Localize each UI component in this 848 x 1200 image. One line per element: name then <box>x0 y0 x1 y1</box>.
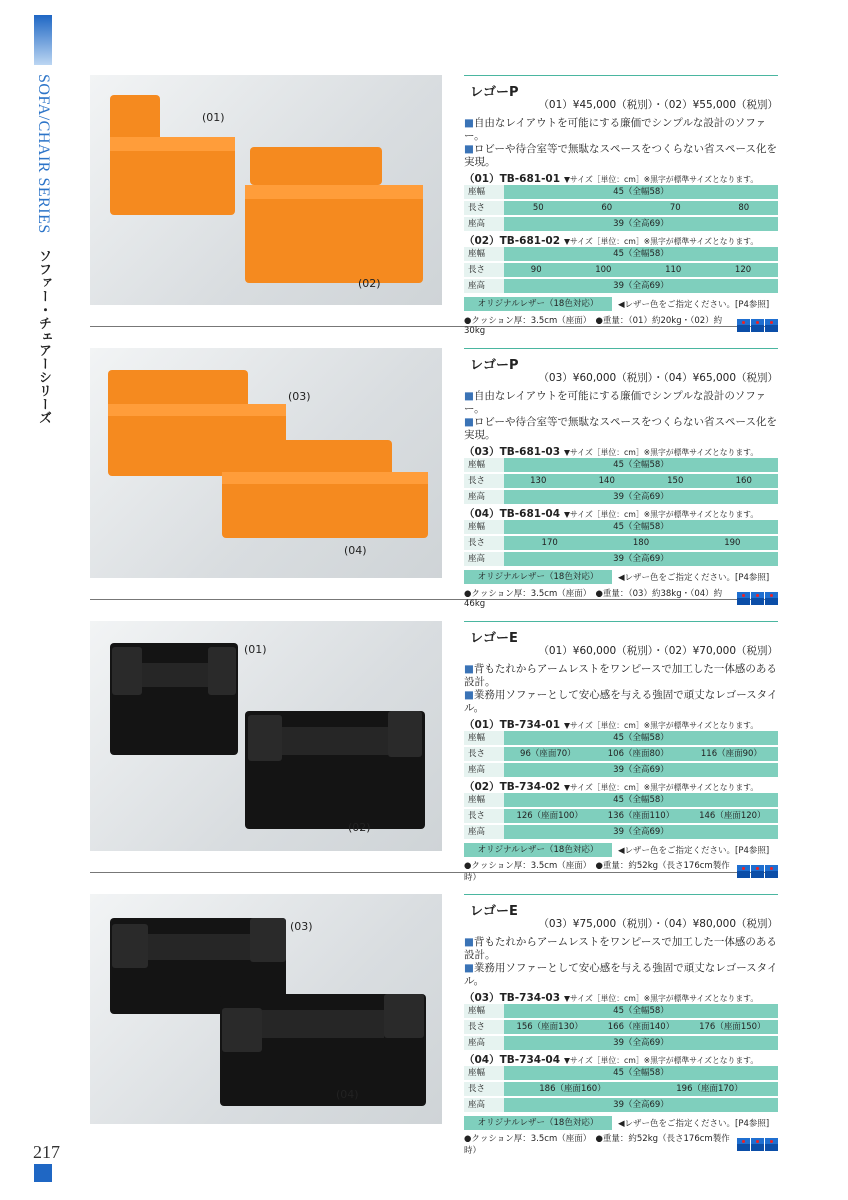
size-value: 126（座面100） <box>516 811 583 821</box>
size-value: 146（座面120） <box>699 811 766 821</box>
page-number: 217 <box>33 1142 60 1162</box>
size-row-header: 座高 <box>464 825 504 839</box>
product-info <box>464 348 778 609</box>
model-code: TB-681-01 <box>499 173 561 185</box>
size-row-values <box>504 1066 778 1080</box>
size-row <box>464 731 778 745</box>
size-row <box>464 247 778 261</box>
size-value: 180 <box>632 538 650 548</box>
model-heading <box>464 171 778 185</box>
rail-color-bar <box>34 15 52 65</box>
size-row-values <box>504 1036 778 1050</box>
delivery-icons <box>737 319 778 332</box>
size-row <box>464 458 778 472</box>
size-row-header: 座高 <box>464 1036 504 1050</box>
photo-label: (02) <box>348 821 371 834</box>
model-heading <box>464 779 778 793</box>
size-row <box>464 520 778 534</box>
size-row-values <box>504 279 778 293</box>
leather-note: ◀レザー色をご指定ください。[P4参照] <box>618 1119 770 1129</box>
model-code: TB-734-02 <box>499 781 561 793</box>
model-heading <box>464 506 778 520</box>
size-row-header: 座幅 <box>464 247 504 261</box>
size-row-header: 長さ <box>464 1020 504 1034</box>
product-name: レゴーP <box>470 358 519 373</box>
size-row-values <box>504 793 778 807</box>
size-row-values <box>504 763 778 777</box>
size-row-values <box>504 474 778 488</box>
size-row-values <box>504 1082 778 1096</box>
title-rule <box>464 75 778 77</box>
size-row <box>464 279 778 293</box>
size-value: 116（座面90） <box>700 749 762 759</box>
photo-label: (03) <box>290 920 313 933</box>
model-label: （01） <box>464 719 500 731</box>
size-value: 50 <box>532 203 544 213</box>
size-row <box>464 490 778 504</box>
size-value: 45（全幅58） <box>613 460 669 470</box>
product-price: （01）¥45,000（税別）・（02）¥55,000（税別） <box>538 99 778 111</box>
size-row <box>464 1082 778 1096</box>
size-value: 106（座面80） <box>607 749 669 759</box>
leather-badge: オリジナルレザー（18色対応） <box>464 297 612 311</box>
size-row-values <box>504 201 778 215</box>
product-price: （01）¥60,000（税別）・（02）¥70,000（税別） <box>538 645 778 657</box>
photo-label: (02) <box>358 277 381 290</box>
spec-row <box>464 861 778 883</box>
size-note: ▼サイズ［単位：cm］※黒字が標準サイズとなります。 <box>564 510 759 519</box>
size-value: 45（全幅58） <box>613 1006 669 1016</box>
cube-icon <box>765 1138 778 1151</box>
title-rule <box>464 348 778 350</box>
size-value: 190 <box>724 538 741 548</box>
size-value: 70 <box>669 203 681 213</box>
size-row-values <box>504 1098 778 1112</box>
size-value: 39（全高69） <box>613 765 669 775</box>
size-value: 100 <box>595 265 612 275</box>
series-rail <box>33 74 53 574</box>
photo-label: (03) <box>288 390 311 403</box>
size-row-header: 座高 <box>464 1098 504 1112</box>
product-name: レゴーE <box>470 631 518 646</box>
series-title-en: SOFA/CHAIR SERIES <box>35 74 52 234</box>
size-value: 186（座面160） <box>539 1084 606 1094</box>
leather-note: ◀レザー色をご指定ください。[P4参照] <box>618 573 770 583</box>
title-rule <box>464 894 778 896</box>
size-value: 160 <box>735 476 752 486</box>
spec-text: ●クッション厚：3.5cm（座面） ●重量：約52kg（長さ176cm製作時） <box>464 861 730 883</box>
size-note: ▼サイズ［単位：cm］※黒字が標準サイズとなります。 <box>564 175 759 184</box>
product-description <box>464 390 778 442</box>
size-row-header: 座幅 <box>464 520 504 534</box>
size-value: 45（全幅58） <box>613 187 669 197</box>
size-note: ▼サイズ［単位：cm］※黒字が標準サイズとなります。 <box>564 448 759 457</box>
model-code: TB-734-04 <box>499 1054 561 1066</box>
size-row-header: 長さ <box>464 747 504 761</box>
description-line: ■ 自由なレイアウトを可能にする廉価でシンプルな設計のソファー。 <box>464 390 778 416</box>
size-value: 45（全幅58） <box>613 1068 669 1078</box>
model-code: TB-681-04 <box>499 508 561 520</box>
model-label: （04） <box>464 1054 500 1066</box>
leather-badge: オリジナルレザー（18色対応） <box>464 843 612 857</box>
size-row <box>464 552 778 566</box>
size-row <box>464 747 778 761</box>
description-line: ■ ロビーや待合室等で無駄なスペースをつくらない省スペース化を実現。 <box>464 143 778 169</box>
size-row-header: 座幅 <box>464 1066 504 1080</box>
spec-row <box>464 1134 778 1156</box>
size-value: 136（座面110） <box>607 811 675 821</box>
product-photo <box>90 621 442 851</box>
cube-icon <box>751 1138 764 1151</box>
size-row-header: 座高 <box>464 552 504 566</box>
size-row-header: 座高 <box>464 217 504 231</box>
description-line: ■ ロビーや待合室等で無駄なスペースをつくらない省スペース化を実現。 <box>464 416 778 442</box>
size-row-values <box>504 731 778 745</box>
size-row-header: 座幅 <box>464 1004 504 1018</box>
size-value: 39（全高69） <box>613 492 669 502</box>
delivery-icons <box>737 1138 778 1151</box>
title-rule <box>464 621 778 623</box>
model-label: （02） <box>464 781 500 793</box>
size-note: ▼サイズ［単位：cm］※黒字が標準サイズとなります。 <box>564 994 759 1003</box>
leather-row <box>464 570 778 584</box>
product-info <box>464 75 778 336</box>
size-row <box>464 1098 778 1112</box>
series-title-jp: ソファー・チェアーシリーズ <box>36 248 51 425</box>
size-row-header: 長さ <box>464 263 504 277</box>
size-row-header: 座幅 <box>464 793 504 807</box>
cube-icon <box>765 865 778 878</box>
product-description <box>464 663 778 715</box>
size-row <box>464 217 778 231</box>
leather-row <box>464 1116 778 1130</box>
size-value: 110 <box>665 265 682 275</box>
spec-text: ●クッション厚：3.5cm（座面） ●重量：約52kg（長さ176cm製作時） <box>464 1134 730 1156</box>
size-row-values <box>504 825 778 839</box>
model-code: TB-681-03 <box>499 446 561 458</box>
size-row <box>464 763 778 777</box>
model-heading <box>464 717 778 731</box>
sofa-image <box>110 918 426 1106</box>
photo-label: (01) <box>202 111 225 124</box>
size-value: 45（全幅58） <box>613 249 669 259</box>
size-row-header: 座幅 <box>464 458 504 472</box>
size-value: 196（座面170） <box>676 1084 743 1094</box>
description-line: ■ 自由なレイアウトを可能にする廉価でシンプルな設計のソファー。 <box>464 117 778 143</box>
size-row-header: 長さ <box>464 536 504 550</box>
sofa-image <box>110 643 425 829</box>
description-line: ■ 業務用ソファーとして安心感を与える強固で頑丈なレゴースタイル。 <box>464 689 778 715</box>
spec-row <box>464 316 778 336</box>
leather-note: ◀レザー色をご指定ください。[P4参照] <box>618 300 770 310</box>
product-name: レゴーE <box>470 904 518 919</box>
size-row-values <box>504 809 778 823</box>
size-note: ▼サイズ［単位：cm］※黒字が標準サイズとなります。 <box>564 237 759 246</box>
size-row-header: 座高 <box>464 763 504 777</box>
leather-row <box>464 843 778 857</box>
size-row <box>464 536 778 550</box>
size-value: 170 <box>541 538 558 548</box>
size-value: 39（全高69） <box>613 554 669 564</box>
model-code: TB-681-02 <box>499 235 561 247</box>
model-heading <box>464 444 778 458</box>
model-label: （01） <box>464 173 500 185</box>
size-value: 39（全高69） <box>613 1038 669 1048</box>
product-name: レゴーP <box>470 85 519 100</box>
size-value: 90 <box>530 265 542 275</box>
size-note: ▼サイズ［単位：cm］※黒字が標準サイズとなります。 <box>564 1056 759 1065</box>
product-price: （03）¥60,000（税別）・（04）¥65,000（税別） <box>538 372 778 384</box>
size-row-values <box>504 747 778 761</box>
delivery-icons <box>737 592 778 605</box>
size-value: 60 <box>601 203 613 213</box>
size-row-values <box>504 185 778 199</box>
delivery-icons <box>737 865 778 878</box>
leather-badge: オリジナルレザー（18色対応） <box>464 1116 612 1130</box>
model-label: （04） <box>464 508 500 520</box>
size-note: ▼サイズ［単位：cm］※黒字が標準サイズとなります。 <box>564 783 759 792</box>
cube-icon <box>751 865 764 878</box>
size-row-values <box>504 247 778 261</box>
size-value: 39（全高69） <box>613 1100 669 1110</box>
description-line: ■ 業務用ソファーとして安心感を与える強固で頑丈なレゴースタイル。 <box>464 962 778 988</box>
model-heading <box>464 233 778 247</box>
model-heading <box>464 1052 778 1066</box>
model-code: TB-734-01 <box>499 719 561 731</box>
product-photo <box>90 348 442 578</box>
size-value: 80 <box>738 203 750 213</box>
spec-text: ●クッション厚：3.5cm（座面） ●重量：（01）約20kg・（02）約30kg <box>464 316 723 336</box>
leather-badge: オリジナルレザー（18色対応） <box>464 570 612 584</box>
cube-icon <box>737 319 750 332</box>
size-row-values <box>504 520 778 534</box>
cube-icon <box>751 319 764 332</box>
product-description <box>464 936 778 988</box>
size-row-header: 座高 <box>464 490 504 504</box>
description-line: ■ 背もたれからアームレストをワンピースで加工した一体感のある設計。 <box>464 663 778 689</box>
size-row-header: 長さ <box>464 809 504 823</box>
size-row-values <box>504 263 778 277</box>
size-value: 130 <box>530 476 547 486</box>
size-value: 39（全高69） <box>613 281 669 291</box>
cube-icon <box>751 592 764 605</box>
size-row <box>464 1020 778 1034</box>
cube-icon <box>737 865 750 878</box>
leather-note: ◀レザー色をご指定ください。[P4参照] <box>618 846 770 856</box>
model-label: （03） <box>464 992 500 1004</box>
size-row-values <box>504 1020 778 1034</box>
size-row-values <box>504 217 778 231</box>
product-description <box>464 117 778 169</box>
size-value: 120 <box>734 265 752 275</box>
rail-color-square <box>34 1164 52 1182</box>
cube-icon <box>737 592 750 605</box>
size-row-header: 座幅 <box>464 731 504 745</box>
size-row-header: 長さ <box>464 474 504 488</box>
model-label: （03） <box>464 446 500 458</box>
cube-icon <box>737 1138 750 1151</box>
model-code: TB-734-03 <box>499 992 561 1004</box>
spec-text: ●クッション厚：3.5cm（座面） ●重量：（03）約38kg・（04）約46kg <box>464 589 723 609</box>
size-value: 96（座面70） <box>520 749 576 759</box>
size-row <box>464 1004 778 1018</box>
size-row-values <box>504 1004 778 1018</box>
size-note: ▼サイズ［単位：cm］※黒字が標準サイズとなります。 <box>564 721 759 730</box>
size-row <box>464 825 778 839</box>
size-value: 166（座面140） <box>607 1022 675 1032</box>
size-row <box>464 1036 778 1050</box>
size-row-header: 座幅 <box>464 185 504 199</box>
size-row <box>464 201 778 215</box>
photo-label: (04) <box>344 544 367 557</box>
size-value: 140 <box>598 476 615 486</box>
size-row-values <box>504 458 778 472</box>
cube-icon <box>765 592 778 605</box>
size-row-header: 長さ <box>464 201 504 215</box>
leather-row <box>464 297 778 311</box>
size-row <box>464 1066 778 1080</box>
size-row-values <box>504 536 778 550</box>
size-row <box>464 809 778 823</box>
product-photo <box>90 894 442 1124</box>
photo-label: (01) <box>244 643 267 656</box>
sofa-image <box>108 370 428 538</box>
size-row <box>464 263 778 277</box>
size-row <box>464 474 778 488</box>
product-info <box>464 621 778 883</box>
size-value: 45（全幅58） <box>613 522 669 532</box>
size-value: 156（座面130） <box>516 1022 583 1032</box>
cube-icon <box>765 319 778 332</box>
size-row-values <box>504 552 778 566</box>
size-row-values <box>504 490 778 504</box>
size-row-header: 長さ <box>464 1082 504 1096</box>
description-line: ■ 背もたれからアームレストをワンピースで加工した一体感のある設計。 <box>464 936 778 962</box>
size-row <box>464 793 778 807</box>
size-value: 150 <box>667 476 684 486</box>
size-value: 39（全高69） <box>613 827 669 837</box>
product-price: （03）¥75,000（税別）・（04）¥80,000（税別） <box>538 918 778 930</box>
model-heading <box>464 990 778 1004</box>
model-label: （02） <box>464 235 500 247</box>
photo-label: (04) <box>336 1088 359 1101</box>
spec-row <box>464 589 778 609</box>
size-row <box>464 185 778 199</box>
size-value: 176（座面150） <box>699 1022 766 1032</box>
size-value: 39（全高69） <box>613 219 669 229</box>
product-info <box>464 894 778 1156</box>
sofa-image <box>110 95 423 283</box>
size-value: 45（全幅58） <box>613 733 669 743</box>
size-value: 45（全幅58） <box>613 795 669 805</box>
product-photo <box>90 75 442 305</box>
size-row-header: 座高 <box>464 279 504 293</box>
